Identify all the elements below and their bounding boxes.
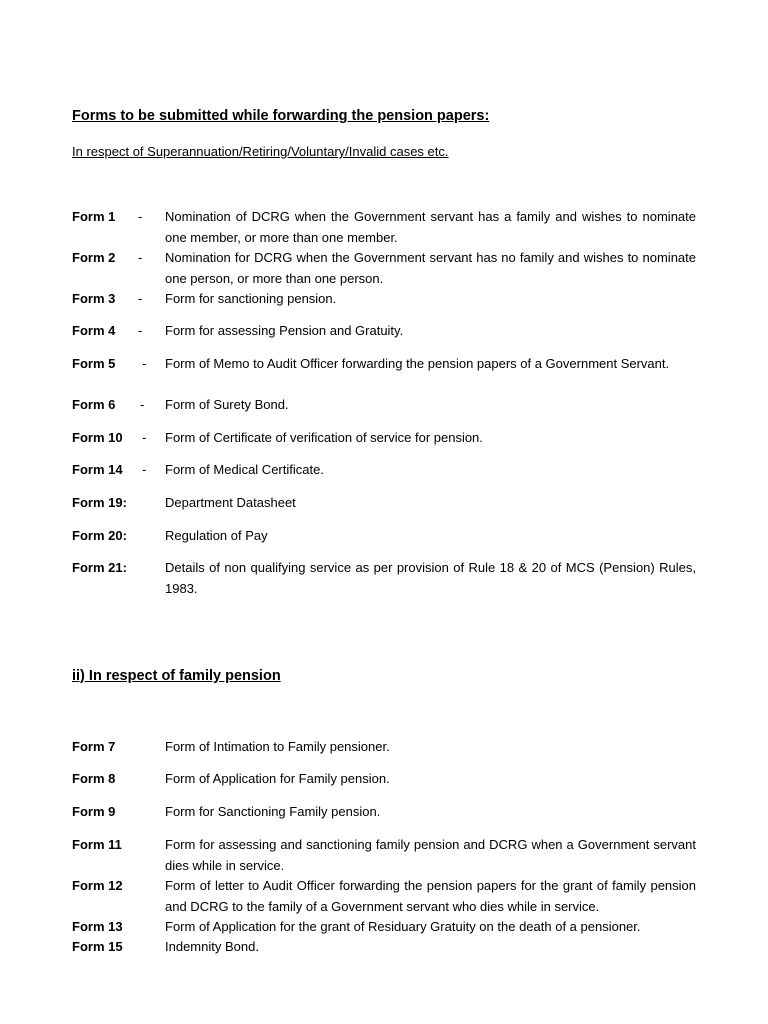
form-number: Form 2 [72, 250, 116, 265]
form-entry [72, 917, 696, 938]
form-entry [72, 835, 696, 876]
form-description: Indemnity Bond. [165, 939, 259, 954]
form-entry [72, 207, 696, 248]
form-number: Form 21: [72, 560, 127, 575]
form-description: Form of letter to Audit Officer forwarding the pension papers for the grant of family pension and DCRG to the family of a Government servant who dies while in service. [165, 878, 696, 914]
form-description: Form of Memo to Audit Officer forwarding the pension papers of a Government Servant. [165, 356, 670, 371]
form-description: Form of Application for Family pension. [165, 771, 390, 786]
form-description: Form for assessing Pension and Gratuity. [165, 323, 404, 338]
form-description: Form of Medical Certificate. [165, 462, 324, 477]
form-entry [72, 493, 696, 514]
form-number: Form 14 [72, 462, 123, 477]
form-description: Details of non qualifying service as per provision of Rule 18 & 20 of MCS (Pension) Rules, 1983. [165, 560, 696, 596]
form-entry [72, 937, 696, 958]
form-number: Form 5 [72, 356, 116, 371]
form-number: Form 13 [72, 919, 123, 934]
form-entry [72, 737, 696, 758]
form-entry [72, 460, 696, 481]
form-entry [72, 558, 696, 599]
form-description: Form of Intimation to Family pensioner. [165, 739, 390, 754]
separator: - [142, 430, 147, 445]
separator: - [140, 397, 145, 412]
form-description: Nomination for DCRG when the Government servant has no family and wishes to nominate one person, or more than one person. [165, 250, 696, 286]
page-title: Forms to be submitted while forwarding the pension papers: [72, 108, 490, 124]
form-number: Form 15 [72, 939, 123, 954]
form-number: Form 8 [72, 771, 116, 786]
page-subtitle: In respect of Superannuation/Retiring/Voluntary/Invalid cases etc. [72, 144, 449, 159]
form-number: Form 9 [72, 804, 116, 819]
form-entry [72, 428, 696, 449]
form-description: Nomination of DCRG when the Government servant has a family and wishes to nominate one member, or more than one member. [165, 209, 696, 245]
form-number: Form 6 [72, 397, 116, 412]
form-number: Form 1 [72, 209, 116, 224]
form-entry [72, 248, 696, 289]
section-heading: ii) In respect of family pension [72, 668, 281, 684]
separator: - [138, 291, 143, 306]
form-description: Form of Surety Bond. [165, 397, 289, 412]
form-description: Form of Application for the grant of Residuary Gratuity on the death of a pensioner. [165, 919, 641, 934]
form-description: Form of Certificate of verification of service for pension. [165, 430, 483, 445]
form-number: Form 11 [72, 837, 122, 852]
form-number: Form 19: [72, 495, 127, 510]
form-number: Form 7 [72, 739, 116, 754]
form-description: Form for Sanctioning Family pension. [165, 804, 381, 819]
form-entry [72, 395, 696, 416]
form-entry [72, 769, 696, 790]
form-entry [72, 354, 696, 375]
form-entry [72, 876, 696, 917]
form-entry [72, 289, 696, 310]
form-number: Form 20: [72, 528, 127, 543]
form-description: Regulation of Pay [165, 528, 268, 543]
form-number: Form 4 [72, 323, 116, 338]
form-entry [72, 802, 696, 823]
separator: - [138, 250, 143, 265]
form-entry [72, 321, 696, 342]
form-description: Form for sanctioning pension. [165, 291, 337, 306]
form-number: Form 10 [72, 430, 123, 445]
form-description: Department Datasheet [165, 495, 296, 510]
form-number: Form 12 [72, 878, 123, 893]
separator: - [142, 356, 147, 371]
separator: - [138, 323, 143, 338]
form-description: Form for assessing and sanctioning family pension and DCRG when a Government servant dies while in service. [165, 837, 696, 873]
form-number: Form 3 [72, 291, 116, 306]
separator: - [142, 462, 147, 477]
separator: - [138, 209, 143, 224]
form-entry [72, 526, 696, 547]
